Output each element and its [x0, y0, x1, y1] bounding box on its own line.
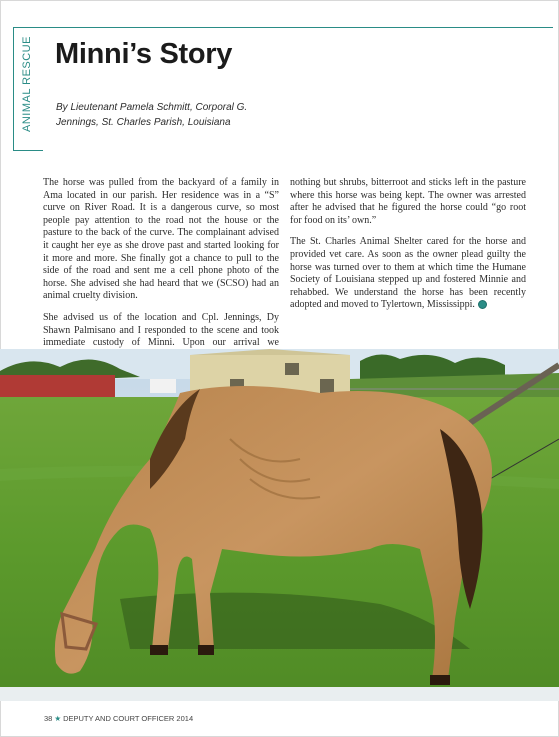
body-column-left — [43, 177, 279, 371]
page-number: 38 — [44, 714, 53, 723]
paragraph-text: The St. Charles Animal Shelter cared for the horse and provided vet care. As soon as the owner plead guilty the horse was turned over to them at which time the Humane Society of Louisiana stepped up and fostered Minnie and rehabbed. We understand the horse has been recently adopted and moved to Tylertown, Mississippi. — [290, 236, 526, 311]
star-icon: ★ — [54, 714, 62, 723]
horse-photo — [0, 349, 559, 701]
title-box-rule — [13, 150, 43, 151]
paragraph: The horse was pulled from the backyard of a family in Ama located in our parish. Her residence was in a “S” curve on River Road. It is a dangerous curve, so most people pay attention to the road not the house or the pasture to the back of the curve. The complainant advised it caught her eye as she drove past and started looking for it more and more. She finally got a chance to pull to the side of the road and sent me a cell phone photo of the horse. She advised she had heard that we (SCSO) had an animal cruelty division. — [43, 177, 279, 302]
section-tag — [16, 32, 38, 136]
header-rule — [13, 27, 553, 28]
paragraph-with-end-mark — [290, 236, 526, 312]
side-rule — [13, 27, 14, 151]
paragraph: nothing but shrubs, bitterroot and sticks left in the pasture where this horse was being kept. The owner was arrested after he advised that he figured the horse could “go root for food on its’ own.” — [290, 177, 526, 226]
end-of-article-icon — [478, 300, 487, 309]
article-title: Minni’s Story — [55, 38, 233, 70]
paragraph: She advised us of the location and Cpl. Jennings, Dy Shawn Palmisano and I responded to the scene and took immediate custody of Minni. Upon our arrival we — [43, 311, 279, 349]
section-tag-label: ANIMAL RESCUE — [21, 36, 34, 132]
article-byline: By Lieutenant Pamela Schmitt, Corporal G. Jennings, St. Charles Parish, Louisiana — [56, 102, 248, 128]
page-footer — [44, 714, 193, 723]
publication-name: DEPUTY AND COURT OFFICER 2014 — [63, 714, 194, 723]
body-column-right — [290, 177, 526, 321]
